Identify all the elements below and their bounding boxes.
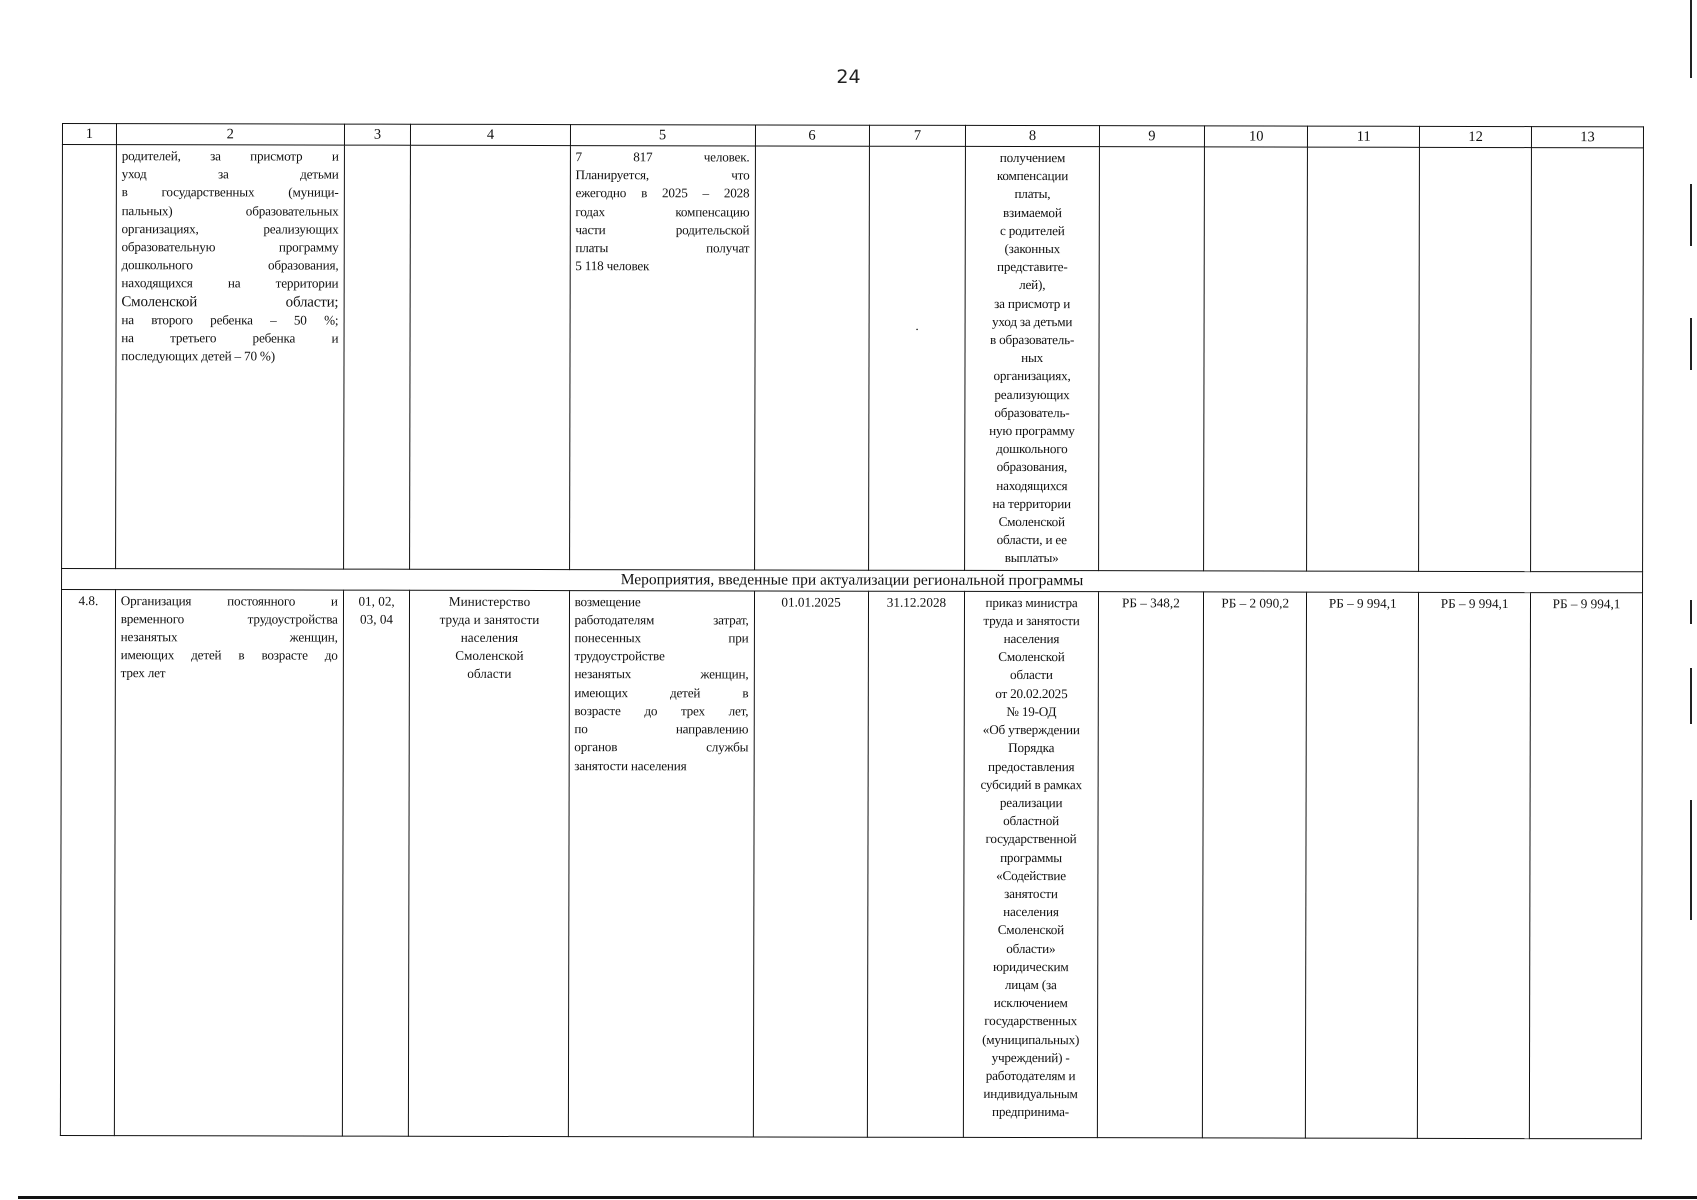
text-line: работодателям и — [985, 1067, 1076, 1084]
cell-end-date — [868, 146, 966, 570]
cell-tasks — [342, 590, 410, 1136]
text-line: годах компенсацию — [575, 203, 750, 220]
header-cell: 3 — [344, 124, 411, 145]
text-line: образователь- — [994, 404, 1070, 420]
header-cell: 1 — [62, 124, 116, 145]
text-line: с родителей — [999, 222, 1065, 238]
text-line: учреждений) - — [991, 1049, 1070, 1065]
text-line: на второго ребенка – 50 %; — [121, 311, 339, 328]
text-line: выплаты» — [1004, 550, 1059, 566]
text-line: занятости — [1004, 885, 1058, 902]
text-line: пальных) образовательных — [121, 202, 339, 219]
scan-edge-mark — [1690, 800, 1692, 920]
text-line: получением — [999, 149, 1066, 166]
stray-mark: · — [914, 321, 920, 337]
scan-edge-mark — [1690, 600, 1692, 624]
text-line: лей), — [1019, 277, 1046, 293]
scan-edge-mark — [1690, 184, 1692, 246]
text-line: взимаемой — [1003, 204, 1062, 220]
text-line: временного трудоустройства — [120, 610, 338, 627]
text-line: платы получат — [575, 240, 750, 256]
text-line: на территории — [992, 495, 1071, 511]
cell-funding-2025 — [1204, 147, 1308, 571]
cell-tasks — [343, 145, 411, 569]
text-line: Планируется, что — [575, 167, 750, 183]
text-line: возмещение — [574, 593, 641, 609]
text-line: представите- — [996, 259, 1068, 275]
text-line: дошкольного — [996, 441, 1068, 457]
text-line: трудоустройстве — [574, 648, 665, 664]
text-line: области, и ее — [996, 532, 1067, 548]
text-line: возрасте до трех лет, — [574, 702, 749, 719]
text-line: в государственных (муници- — [121, 184, 339, 200]
text-line: Смоленской — [998, 649, 1065, 665]
cell-legal-act — [964, 591, 1099, 1137]
text-line: государственных — [984, 1013, 1078, 1029]
cell-funding-2027: РБ – 9 994,1 — [1418, 592, 1531, 1138]
text-line: областной — [1003, 813, 1060, 829]
text-line: занятости населения — [574, 757, 687, 773]
header-cell: 9 — [1099, 126, 1204, 147]
text-line: предоставления — [987, 758, 1075, 774]
header-cell: 11 — [1308, 126, 1420, 147]
cell-start-date: 01.01.2025 — [753, 591, 868, 1137]
text-line: по направлению — [574, 721, 749, 737]
text-line: части родительской — [575, 221, 750, 238]
text-line: платы, — [1014, 186, 1051, 202]
text-line: 7 817 человек. — [575, 149, 750, 165]
text-line: государственной — [985, 831, 1077, 847]
header-cell: 8 — [966, 125, 1099, 146]
text-line: органов службы — [574, 739, 749, 755]
text-line: 01, 02, — [358, 593, 395, 609]
text-line: области» — [1006, 940, 1056, 956]
scan-edge-mark — [1690, 318, 1692, 370]
header-cell: 13 — [1531, 127, 1643, 148]
header-cell: 12 — [1420, 126, 1532, 147]
header-cell: 7 — [869, 125, 966, 146]
text-line: ную программу — [989, 422, 1075, 439]
text-line: последующих детей – 70 %) — [121, 348, 275, 364]
cell-result — [569, 146, 755, 570]
header-cell: 10 — [1205, 126, 1308, 147]
text-line: уход за детьми — [992, 313, 1073, 329]
scan-edge-mark — [1690, 0, 1692, 78]
text-line: «Об утверждении — [982, 722, 1080, 738]
text-line: за присмотр и — [994, 295, 1071, 311]
text-line: населения — [1003, 631, 1060, 647]
text-line: лицам (за — [1004, 976, 1057, 993]
text-line: имеющих детей в возрасте до — [120, 647, 338, 663]
cell-funding-2027 — [1419, 147, 1532, 571]
text-line: области — [1010, 667, 1053, 683]
text-line: Министерство — [448, 593, 531, 609]
text-line: труда и занятости — [983, 612, 1080, 629]
text-line: незанятых женщин, — [120, 629, 338, 645]
cell-funding-2028: РБ – 9 994,1 — [1529, 592, 1642, 1138]
text-line: исключением — [993, 995, 1068, 1011]
cell-funding-2026 — [1307, 147, 1420, 571]
cell-number: 4.8. — [60, 589, 115, 1135]
header-cell: 4 — [411, 124, 570, 145]
text-line: дошкольного образования, — [121, 257, 339, 273]
text-line: компенсации — [996, 168, 1069, 184]
text-line: ежегодно в 2025 – 2028 — [575, 185, 750, 201]
table-row — [60, 589, 1642, 1138]
cell-funding-2026: РБ – 9 994,1 — [1306, 592, 1419, 1138]
cell-number — [62, 145, 117, 569]
cell-start-date — [754, 146, 869, 570]
scan-edge-mark — [1690, 668, 1692, 724]
text-line: 5 118 человек — [575, 258, 650, 274]
text-line: понесенных при — [574, 630, 749, 646]
program-table — [60, 123, 1644, 1139]
text-line: (муниципальных) — [982, 1031, 1080, 1047]
text-line: реализующих — [994, 386, 1070, 402]
cell-responsible — [409, 590, 569, 1136]
text-line: субсидий в рамках — [980, 776, 1082, 792]
text-line: Смоленской — [998, 514, 1065, 530]
text-line: Смоленской области; — [121, 293, 339, 311]
scan-bottom-edge — [18, 1196, 1697, 1199]
cell-description — [114, 589, 343, 1135]
cell-description — [115, 145, 344, 569]
page-number: 24 — [836, 66, 861, 88]
text-line: в образователь- — [990, 331, 1075, 348]
text-line: находящихся на территории — [121, 275, 339, 292]
text-line: организациях, — [993, 368, 1071, 384]
header-cell: 2 — [116, 124, 344, 145]
text-line: индивидуальным — [983, 1086, 1078, 1102]
text-line: организациях, реализующих — [121, 220, 339, 237]
header-cell: 6 — [755, 125, 869, 146]
text-line: образования, — [996, 459, 1068, 475]
text-line: (законных — [1004, 240, 1061, 257]
text-line: образовательную программу — [121, 239, 339, 255]
text-line: незанятых женщин, — [574, 666, 749, 682]
text-line: ных — [1021, 350, 1044, 366]
text-line: находящихся — [996, 477, 1068, 493]
section-title: Мероприятия, введенные при актуализации региональной программы — [62, 568, 1643, 592]
cell-legal-act — [965, 146, 1099, 570]
text-line: родителей, за присмотр и — [121, 148, 339, 164]
cell-responsible — [410, 145, 570, 569]
table-row — [62, 145, 1644, 572]
text-line: предпринима- — [991, 1104, 1069, 1120]
text-line: № 19-ОД — [1006, 703, 1057, 719]
header-cell: 5 — [570, 125, 755, 146]
text-line: области — [467, 666, 512, 682]
text-line: от 20.02.2025 — [995, 685, 1068, 701]
cell-funding-2024: РБ – 348,2 — [1097, 591, 1204, 1137]
text-line: 03, 04 — [360, 611, 394, 627]
cell-funding-2028 — [1531, 148, 1644, 572]
text-line: юридическим — [992, 958, 1069, 974]
cell-funding-2024 — [1098, 147, 1204, 571]
text-line: на третьего ребенка и — [121, 330, 339, 346]
cell-result — [568, 590, 754, 1136]
cell-end-date: 31.12.2028 — [867, 591, 965, 1137]
text-line: имеющих детей в — [574, 684, 749, 701]
text-line: уход за детьми — [121, 166, 339, 182]
text-line: населения — [460, 629, 519, 646]
text-line: реализации — [999, 794, 1063, 811]
cell-funding-2025: РБ – 2 090,2 — [1203, 592, 1307, 1138]
text-line: Смоленской — [997, 922, 1065, 938]
text-line: труда и занятости — [439, 611, 540, 627]
text-line: Организация постоянного и — [120, 592, 338, 609]
text-line: Смоленской — [455, 648, 524, 664]
text-line: приказ министра — [985, 594, 1078, 610]
text-line: трех лет — [120, 665, 166, 681]
text-line: работодателям затрат, — [574, 611, 749, 628]
text-line: Порядка — [1008, 740, 1055, 756]
text-line: населения — [1003, 904, 1059, 920]
text-line: «Содействие — [996, 867, 1066, 883]
text-line: программы — [1000, 849, 1062, 865]
